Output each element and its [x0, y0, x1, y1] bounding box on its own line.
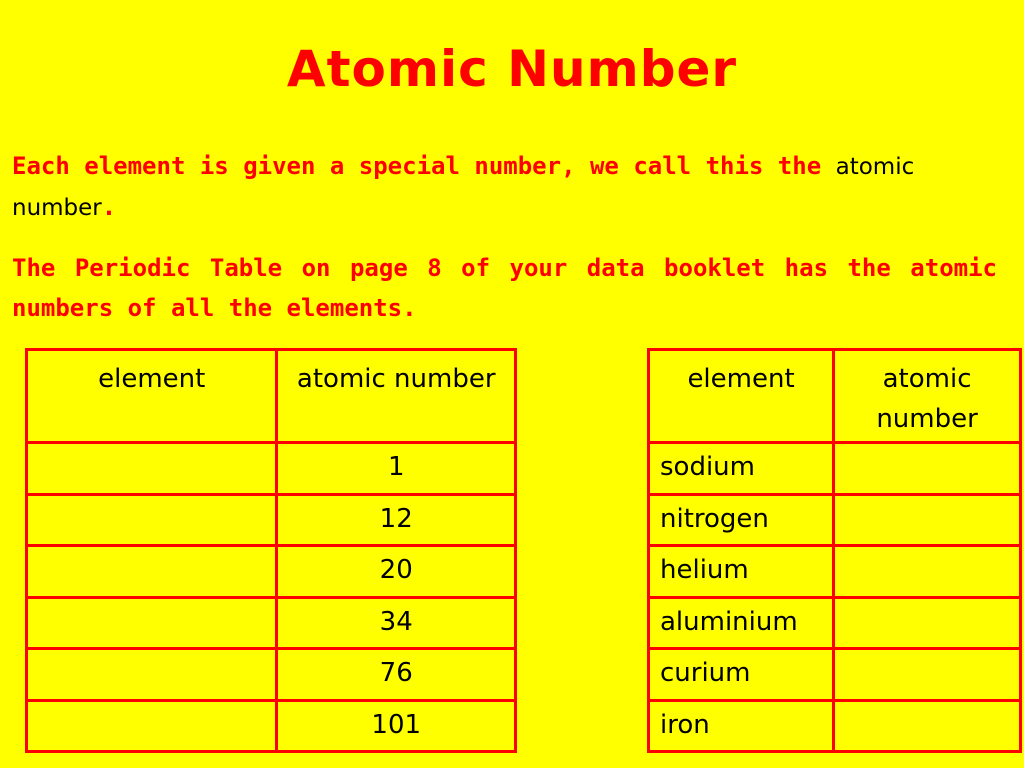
element-cell: curium — [649, 649, 834, 701]
element-cell: nitrogen — [649, 494, 834, 546]
left-table — [25, 348, 517, 753]
table-row — [27, 597, 516, 649]
number-cell: 76 — [277, 649, 516, 701]
table-row — [27, 700, 516, 752]
page-title: Atomic Number — [286, 40, 738, 98]
intro-text: Each element is given a special number, we call this the — [12, 152, 836, 180]
element-cell — [27, 443, 277, 495]
number-cell — [834, 597, 1021, 649]
element-cell — [27, 700, 277, 752]
element-cell — [27, 494, 277, 546]
element-cell — [27, 546, 277, 598]
number-cell: 101 — [277, 700, 516, 752]
number-cell — [834, 700, 1021, 752]
table-row — [27, 649, 516, 701]
element-cell — [27, 649, 277, 701]
intro-end: . — [101, 193, 117, 221]
number-cell — [834, 494, 1021, 546]
table-row — [27, 443, 516, 495]
header-atomic-number: atomic number — [277, 350, 516, 443]
number-cell: 34 — [277, 597, 516, 649]
element-cell: aluminium — [649, 597, 834, 649]
number-cell: 1 — [277, 443, 516, 495]
keyword-atomic-number: atomic number — [12, 154, 915, 221]
header-element: element — [27, 350, 277, 443]
number-cell — [834, 443, 1021, 495]
number-cell — [834, 546, 1021, 598]
table-row — [649, 546, 1021, 598]
table-row — [649, 649, 1021, 701]
element-cell — [27, 597, 277, 649]
header-element: element — [649, 350, 834, 443]
intro-paragraph — [12, 146, 997, 228]
table-header-row — [649, 350, 1021, 443]
table-row — [649, 700, 1021, 752]
number-cell: 12 — [277, 494, 516, 546]
table-row — [649, 494, 1021, 546]
header-atomic-number: atomic number — [834, 350, 1021, 443]
table-row — [649, 443, 1021, 495]
element-cell: helium — [649, 546, 834, 598]
table-row — [649, 597, 1021, 649]
element-cell: iron — [649, 700, 834, 752]
right-table — [647, 348, 1022, 753]
number-cell: 20 — [277, 546, 516, 598]
number-cell — [834, 649, 1021, 701]
table-row — [27, 494, 516, 546]
table-row — [27, 546, 516, 598]
periodic-table-paragraph: The Periodic Table on page 8 of your data booklet has the atomic numbers of all the elements. — [12, 254, 997, 322]
table-header-row — [27, 350, 516, 443]
element-cell: sodium — [649, 443, 834, 495]
